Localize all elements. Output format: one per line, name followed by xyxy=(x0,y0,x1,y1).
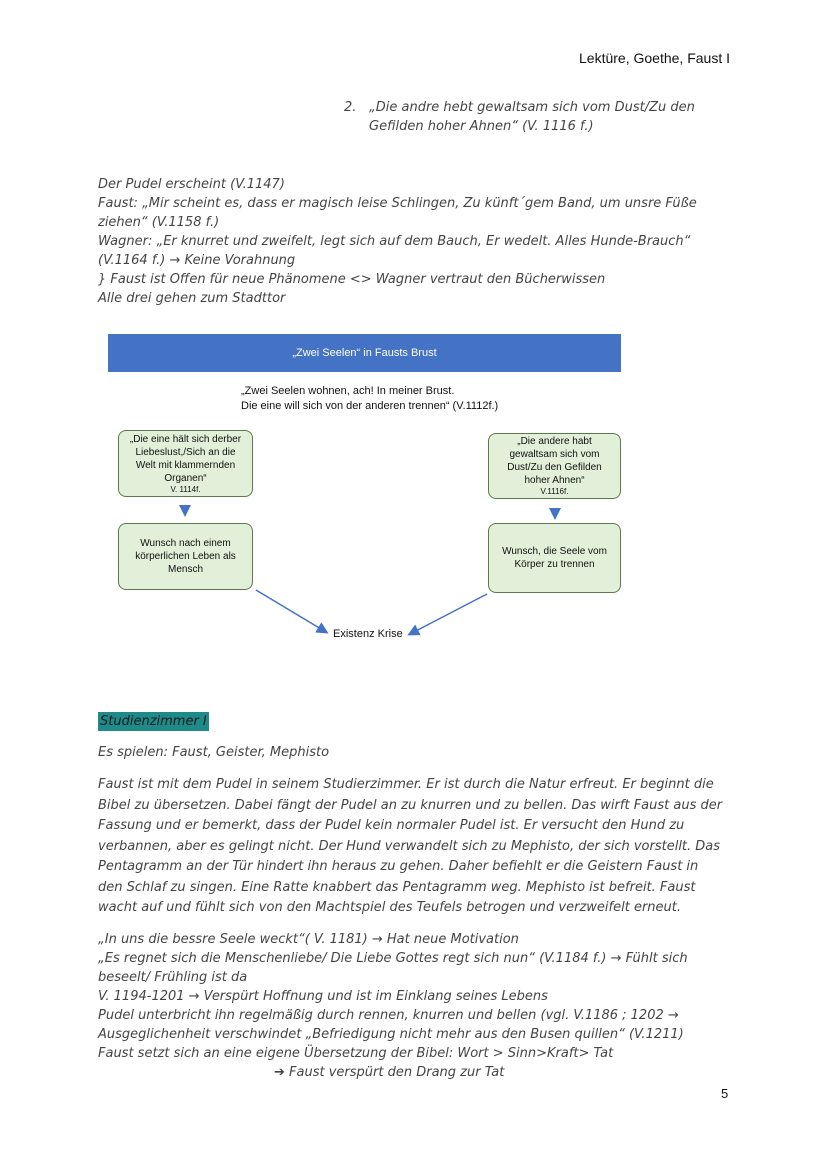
box-line: Wunsch nach einem xyxy=(140,538,231,549)
box-ref: V. 1114f. xyxy=(170,484,201,494)
text-line: verbannen, aber es gelingt nicht. Der Hund verwandelt sich zu Mephisto, der sich vorstellt. Das xyxy=(98,838,721,854)
text-line: Wagner: „Er knurret und zweifelt, legt sich auf dem Bauch, Er wedelt. Alles Hunde-Brauch“ xyxy=(98,234,691,249)
box-line: Liebeslust,/Sich an die xyxy=(135,446,236,458)
list-line: „Die andre hebt gewaltsam sich vom Dust/Zu den xyxy=(369,100,695,115)
box-line: Wunsch, die Seele vom xyxy=(502,546,607,557)
text-line: (V.1164 f.) → Keine Vorahnung xyxy=(98,253,296,268)
cast-line: Es spielen: Faust, Geister, Mephisto xyxy=(98,745,330,760)
box-line: Dust/Zu den Gefilden xyxy=(507,462,602,473)
box-line: „Die andere habt xyxy=(517,436,592,447)
box-line: Organen“ xyxy=(164,472,207,484)
quote-notes xyxy=(98,930,758,1082)
conclusion-line xyxy=(98,1063,758,1082)
arrow-right-icon: ➔ xyxy=(274,1065,285,1080)
text-line: Alle drei gehen zum Stadttor xyxy=(98,291,286,306)
text-line: „In uns die bessre Seele weckt“( V. 1181) → Hat neue Motivation xyxy=(98,932,519,947)
arrow-left-to-result xyxy=(256,590,326,632)
text-line: beseelt/ Frühling ist da xyxy=(98,970,248,985)
box-line: „Die eine hält sich derber xyxy=(129,433,242,445)
text-line: } Faust ist Offen für neue Phänomene <> Wagner vertraut den Bücherwissen xyxy=(98,272,606,287)
text-line: Fassung und er bemerkt, dass der Pudel kein normaler Pudel ist. Er versucht den Hund zu xyxy=(98,818,685,833)
diagram-title-banner: „Zwei Seelen“ in Fausts Brust xyxy=(108,334,621,372)
text-line: Pentagramm an der Tür hindert ihn heraus zu gehen. Daher befiehlt er die Geistern Faust in xyxy=(98,859,699,874)
text-line: Faust: „Mir scheint es, dass er magisch leise Schlingen, Zu künft´gem Band, um unsre Füße xyxy=(98,196,697,211)
section-heading: Studienzimmer I xyxy=(100,714,207,729)
page-header: Lektüre, Goethe, Faust I xyxy=(579,50,730,66)
text-line: Ausgeglichenheit verschwindet „Befriedigung nicht mehr aus den Busen quillen“ (V.1211) xyxy=(98,1027,684,1042)
text-line: Faust ist mit dem Pudel in seinem Studierzimmer. Er ist durch die Natur erfreut. Er beginnt die xyxy=(98,777,714,792)
text-line: Pudel unterbricht ihn regelmäßig durch rennen, knurren und bellen (vgl. V.1186 ; 1202 → xyxy=(98,1008,679,1023)
box-line: Welt mit klammernden xyxy=(135,459,236,471)
quote-line: Die eine will sich von der anderen trennen“ (V.1112f.) xyxy=(241,400,499,412)
box-line: körperlichen Leben als xyxy=(135,551,236,562)
text-line: Der Pudel erscheint (V.1147) xyxy=(98,177,285,192)
list-line: Gefilden hoher Ahnen“ (V. 1116 f.) xyxy=(369,119,594,134)
box-line: Körper zu trennen xyxy=(514,559,595,570)
text-line: V. 1194-1201 → Verspürt Hoffnung und ist im Einklang seines Lebens xyxy=(98,989,548,1004)
summary-paragraph xyxy=(98,775,738,919)
box-line: Mensch xyxy=(167,564,203,575)
box-line: hoher Ahnen“ xyxy=(524,475,585,486)
arrow-right-to-result xyxy=(410,594,487,634)
text-line: Bibel zu übersetzen. Dabei fängt der Pudel an zu knurren und zu bellen. Das wirft Faust aus der xyxy=(98,797,723,813)
text-line: wacht auf und fühlt sich von den Machtspiel des Teufels betrogen und verzweifelt erneut. xyxy=(98,900,681,915)
text-line: „Es regnet sich die Menschenliebe/ Die Liebe Gottes regt sich nun“ (V.1184 f.) → Fühlt sich xyxy=(98,951,688,966)
text-line: den Schlaf zu singen. Eine Ratte knabbert das Pentagramm weg. Mephisto ist befreit. Faust xyxy=(98,879,696,895)
conclusion-text: Faust verspürt den Drang zur Tat xyxy=(289,1065,505,1080)
box-ref: V.1116f. xyxy=(540,487,569,496)
box-line: gewaltsam sich vom xyxy=(509,449,600,460)
result-label: Existenz Krise xyxy=(333,628,403,640)
quote-line: „Zwei Seelen wohnen, ach! In meiner Brust. xyxy=(241,385,455,397)
text-line: Faust setzt sich an eine eigene Übersetzung der Bibel: Wort > Sinn>Kraft> Tat xyxy=(98,1046,614,1061)
page-number: 5 xyxy=(721,1086,729,1101)
list-number: 2. xyxy=(344,100,357,115)
text-line: ziehen“ (V.1158 f.) xyxy=(98,215,220,230)
